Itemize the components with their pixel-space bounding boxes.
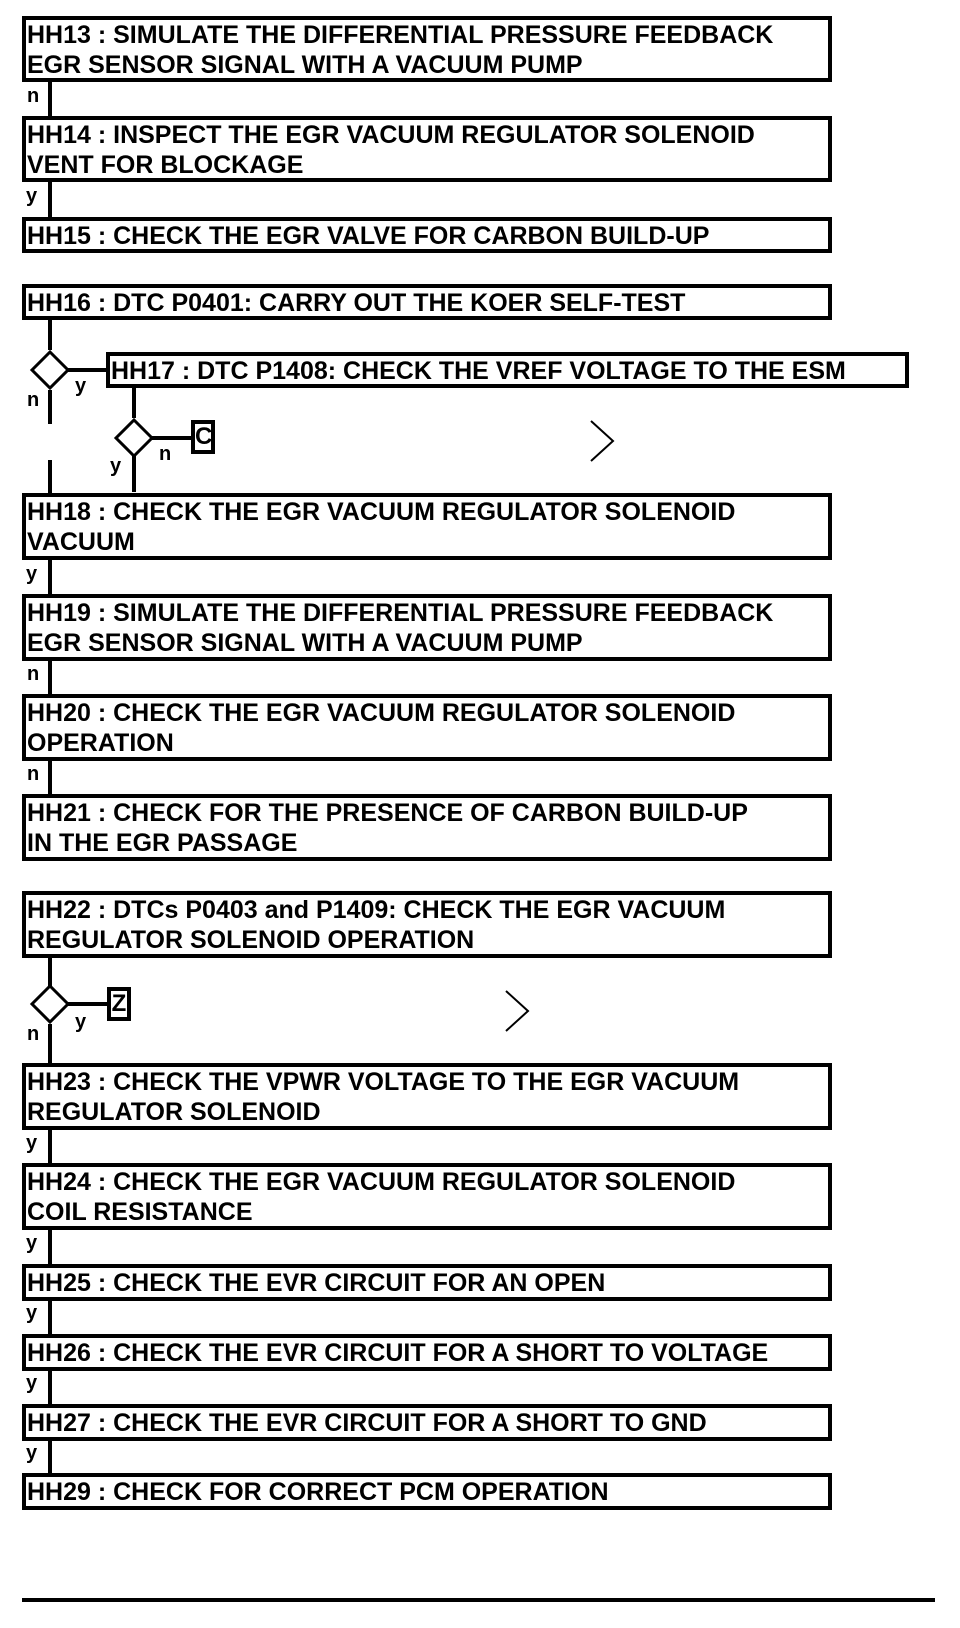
step-hh23-line2: REGULATOR SOLENOID [27, 1098, 321, 1126]
step-hh20-line1: HH20 : CHECK THE EGR VACUUM REGULATOR SOLENOID [27, 699, 736, 727]
flow-line [48, 182, 52, 217]
branch-label-y: y [26, 185, 38, 207]
step-hh15 [22, 217, 832, 253]
step-hh20 [22, 694, 832, 761]
step-hh14-line2: VENT FOR BLOCKAGE [27, 151, 304, 179]
flow-line [48, 1024, 52, 1064]
step-hh24-line2: COIL RESISTANCE [27, 1198, 253, 1226]
step-hh27 [22, 1404, 832, 1441]
step-hh21 [22, 794, 832, 861]
step-hh19 [22, 594, 832, 661]
branch-label-y: y [26, 1232, 38, 1254]
step-hh25-line1: HH25 : CHECK THE EVR CIRCUIT FOR AN OPEN [27, 1269, 606, 1297]
branch-label-y: y [75, 1011, 87, 1033]
flow-line [48, 320, 52, 350]
step-hh19-line2: EGR SENSOR SIGNAL WITH A VACUUM PUMP [27, 629, 583, 657]
branch-label-n: n [27, 763, 40, 785]
connector-z: Z [107, 987, 131, 1021]
flow-line [48, 1230, 52, 1265]
flow-line [48, 1301, 52, 1335]
step-hh16 [22, 284, 832, 320]
decision-diamond-icon [30, 350, 70, 390]
branch-label-y: y [26, 1372, 38, 1394]
flow-line [48, 1130, 52, 1164]
step-hh23 [22, 1063, 832, 1130]
branch-label-y: y [26, 1132, 38, 1154]
chevron-right-icon [503, 988, 533, 1034]
step-hh29 [22, 1473, 832, 1510]
flow-line [48, 460, 52, 494]
step-hh13 [22, 16, 832, 82]
step-hh25 [22, 1264, 832, 1301]
branch-label-n: n [27, 85, 40, 107]
step-hh24-line1: HH24 : CHECK THE EGR VACUUM REGULATOR SOLENOID [27, 1168, 736, 1196]
branch-label-y: y [26, 563, 38, 585]
step-hh19-line1: HH19 : SIMULATE THE DIFFERENTIAL PRESSURE FEEDBACK [27, 599, 774, 627]
bottom-divider [22, 1598, 935, 1602]
decision-diamond-icon [30, 984, 70, 1024]
step-hh18 [22, 493, 832, 560]
step-hh13-line1: HH13 : SIMULATE THE DIFFERENTIAL PRESSURE FEEDBACK [27, 21, 774, 49]
step-hh22-line1: HH22 : DTCs P0403 and P1409: CHECK THE EGR VACUUM [27, 896, 726, 924]
step-hh24 [22, 1163, 832, 1230]
step-hh14-line1: HH14 : INSPECT THE EGR VACUUM REGULATOR SOLENOID [27, 121, 755, 149]
branch-label-y: y [75, 375, 87, 397]
branch-label-n: n [27, 1023, 40, 1045]
step-hh21-line1: HH21 : CHECK FOR THE PRESENCE OF CARBON BUILD-UP [27, 799, 748, 827]
step-hh20-line2: OPERATION [27, 729, 174, 757]
step-hh14 [22, 116, 832, 182]
flow-line [48, 761, 52, 795]
step-hh26-line1: HH26 : CHECK THE EVR CIRCUIT FOR A SHORT TO VOLTAGE [27, 1339, 769, 1367]
branch-label-y: y [26, 1302, 38, 1324]
branch-label-n: n [159, 443, 172, 465]
branch-label-y: y [110, 455, 122, 477]
step-hh16-line1: HH16 : DTC P0401: CARRY OUT THE KOER SELF-TEST [27, 289, 686, 317]
branch-label-n: n [27, 663, 40, 685]
step-hh18-line2: VACUUM [27, 528, 135, 556]
step-hh15-line1: HH15 : CHECK THE EGR VALVE FOR CARBON BUILD-UP [27, 222, 710, 250]
flow-line [132, 388, 136, 418]
flow-line [68, 1002, 108, 1006]
flow-line [68, 368, 106, 372]
step-hh21-line2: IN THE EGR PASSAGE [27, 829, 298, 857]
flow-line [48, 661, 52, 695]
decision-diamond-icon [114, 418, 154, 458]
step-hh29-line1: HH29 : CHECK FOR CORRECT PCM OPERATION [27, 1478, 609, 1506]
flow-line [48, 1371, 52, 1405]
connector-c: C [191, 420, 215, 454]
step-hh22 [22, 891, 832, 958]
step-hh22-line2: REGULATOR SOLENOID OPERATION [27, 926, 475, 954]
step-hh23-line1: HH23 : CHECK THE VPWR VOLTAGE TO THE EGR VACUUM [27, 1068, 740, 1096]
step-hh18-line1: HH18 : CHECK THE EGR VACUUM REGULATOR SOLENOID [27, 498, 736, 526]
step-hh17-line1: HH17 : DTC P1408: CHECK THE VREF VOLTAGE TO THE ESM [111, 357, 846, 385]
flow-line [48, 958, 52, 986]
flow-line [48, 82, 52, 116]
step-hh13-line2: EGR SENSOR SIGNAL WITH A VACUUM PUMP [27, 51, 583, 79]
flow-line [48, 1441, 52, 1474]
flow-line [132, 456, 136, 492]
flow-line [48, 560, 52, 595]
step-hh26 [22, 1334, 832, 1371]
chevron-right-icon [588, 418, 618, 464]
branch-label-n: n [27, 389, 40, 411]
step-hh27-line1: HH27 : CHECK THE EVR CIRCUIT FOR A SHORT TO GND [27, 1409, 707, 1437]
branch-label-y: y [26, 1442, 38, 1464]
flow-line [152, 436, 192, 440]
flow-line [48, 390, 52, 424]
step-hh17 [106, 352, 909, 388]
